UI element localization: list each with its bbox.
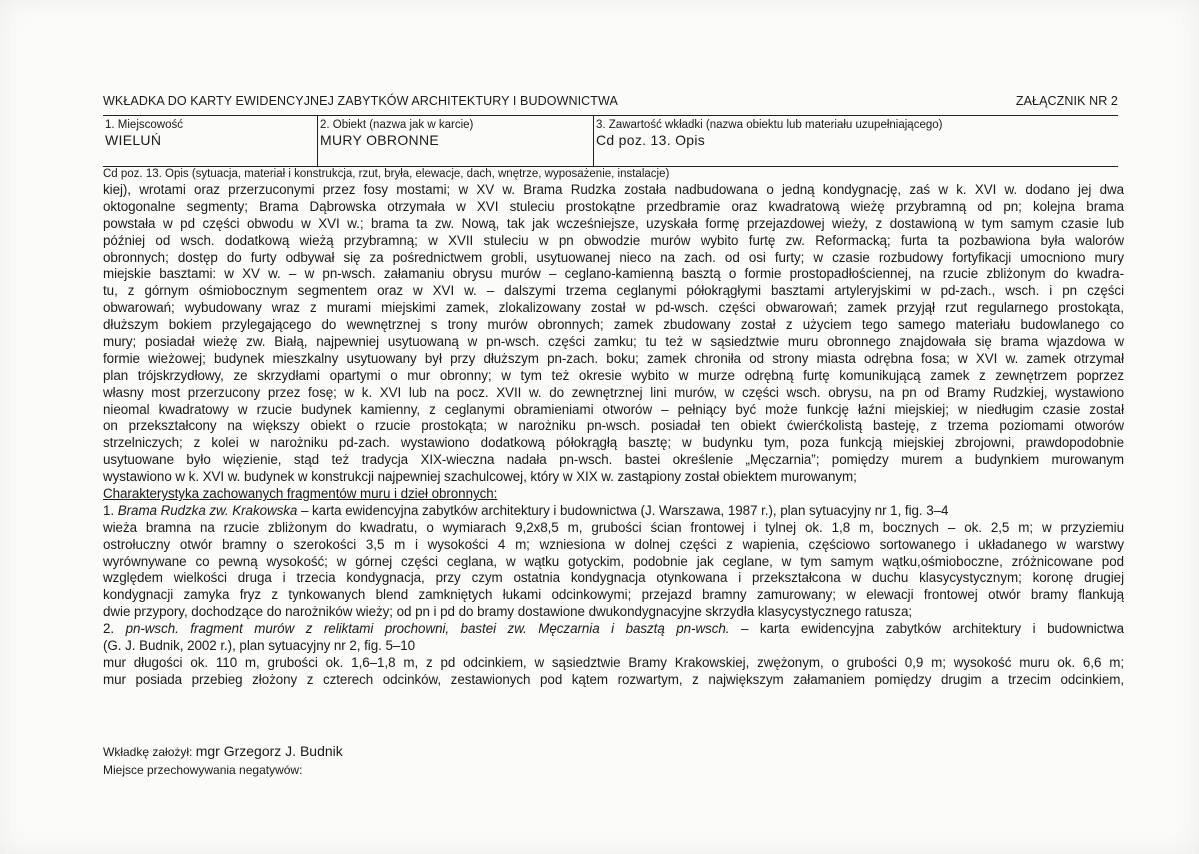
item-number: 1. [103,502,118,518]
body-line: formie wieżowej; budynek mieszkalny usytuowany był przy dłuższym pn-zach. boku; zamek chroniła od strony miasta odrębna fosa; w XVI w. zamek otrzymał [103,350,1124,366]
field-contents [593,116,1118,166]
body-line: względem wielkości druga i trzecia kondygnacja, przy czym ostatnia kondygnacja otynkowana i przekształcona w duchu klasycystycznym; koronę drugiej [103,570,1124,586]
body-line: oktogonalne segmenty; Brama Dąbrowska otrzymała w XVI stuleciu prostokątne przedbramie oraz kwadratową wieżę przybramną od pn; kolejna brama [103,198,1124,214]
body-line: strzelniczych; z kolei w narożniku pd-zach. wystawiono dodatkową półokrągłą basztę; w budynku tym, poza funkcją miejskiej zbrojowni, prawdopodobnie [103,435,1124,451]
document-footer [103,742,343,779]
field-object [317,116,593,166]
header-fields-table [103,115,1118,167]
author-name: mgr Grzegorz J. Budnik [195,743,343,759]
negatives-location-label: Miejsce przechowywania negatywów: [103,763,303,777]
body-line: mur długości ok. 110 m, grubości ok. 1,6–1,8 m, z pd odcinkiem, w sąsiedztwie Bramy Krakowskiej, zwężonym, o grubości 0,9 m; wysokość muru ok. 6,6 m; [103,654,1124,670]
field-contents-label: 3. Zawartość wkładki (nazwa obiektu lub materiału uzupełniającego) [596,119,943,131]
item-2-title: pn-wsch. fragment murów z reliktami prochowni, bastei zw. Męczarnia i basztą pn-wsch. [125,621,730,637]
body-line: wyrównywane co pewną wysokość; w górnej części ceglana, w wątku gotyckim, podobnie jak ceglane, w tym samym wątku,ośmioboczne, zróżnicowane pod [103,553,1124,569]
item-1-title: Brama Rudzka zw. Krakowska [117,502,298,518]
characteristics-heading-text: Charakterystyka zachowanych fragmentów muru i dzieł obronnych: [103,486,498,502]
body-line: mury; posiadał wieżę zw. Białą, najpewniej usytuowaną w pn-wsch. części zamku; tu też w sąsiedztwie muru obronnego znajdowała się brama wjazdowa w [103,334,1124,350]
body-line: wieża bramna na rzucie zbliżonym do kwadratu, o wymiarach 9,2x8,5 m, grubości ścian frontowej i tylnej ok. 1,8 m, bocznych – ok. 2,5 m; w przyziemiu [103,519,1124,535]
body-line: wystawiono w k. XVI w. budynek w konstrukcji najpewniej szachulcowej, który w XIX w. zastąpiony został obiektem murowanym; [103,469,857,485]
characteristics-heading [103,486,1124,503]
body-line: on przekształcony na większy obiekt o rzucie prostokąta; w narożniku pn-wsch. posiadał ten obiekt ćwierćkolistą basteję, z trzema poziomami otworów [103,418,1124,434]
field-contents-value: Cd poz. 13. Opis [596,132,706,148]
field-object-label: 2. Obiekt (nazwa jak w karcie) [320,119,474,131]
body-line: (G. J. Budnik, 2002 r.), plan sytuacyjny nr 2, fig. 5–10 [103,638,416,654]
item-number: 2. [103,621,126,637]
description-section-label: Cd poz. 13. Opis (sytuacja, materiał i konstrukcja, rzut, bryła, elewacje, dach, wnętrze, wyposażenie, instalacje) [103,168,670,180]
description-body [103,182,1124,689]
document-title: WKŁADKA DO KARTY EWIDENCYJNEJ ZABYTKÓW ARCHITEKTURY I BUDOWNICTWA [103,94,618,108]
field-object-value: MURY OBRONNE [320,132,439,148]
field-locality-value: WIELUŃ [105,132,162,148]
field-locality [103,116,317,166]
body-line: obwarowań; wybudowany wraz z murami miejskimi zamek, zlokalizowany został w pd-wsch. części obwarowań; zamek przyjął rzut regularnego prostokąta, [103,300,1124,316]
body-line: mur posiada przebieg złożony z czterech odcinków, zestawionych pod kątem rozwartym, z największym załamaniem pomiędzy drugim a trzecim odcinkiem, [103,671,1124,687]
field-locality-label: 1. Miejscowość [105,119,183,131]
body-line: kiej), wrotami oraz przerzuconymi przez fosy mostami; w XV w. Brama Rudzka została nadbudowana o jedną kondygnację, zaś w k. XVI w. dodano jej dwa [103,182,1124,197]
body-line: miejskie basztami: w XV w. – w pn-wsch. załamaniu obrysu murów – ceglano-kamienną basztą o formie prostopadłościennej, na rzucie zbliżonym do kwadra- [103,266,1124,282]
body-line: ostrołuczny otwór bramny o szerokości 3,5 m i wysokości 4 m; wzniesiona w dolnej części z wapienia, częściowo sortowanego i układanego w warstwy [103,536,1124,552]
author-line [103,742,343,761]
body-line: własny most przerzucony przez fosę; w k. XVI lub na pocz. XVII w. do zewnętrznej lini murów, w części wsch. obrysu, na pn od Bramy Rudzkiej, wystawiono [103,384,1124,400]
body-line: tu, z górnym ośmiobocznym segmentem oraz w XVI w. – dalszymi trzema ceglanymi półokrągłymi basztami artyleryjskimi w pd-zach., wsch. i pn części [103,283,1124,299]
item-1-heading [103,503,1124,520]
body-line: kondygnacji zamyka fryz z tynkowanych blend zamkniętych łukami odcinkowymi; przejazd bramny zamurowany; w elewacji frontowej otwór bramy flankują [103,587,1124,603]
body-line: usytuowane było więzienie, stąd też tradycja XIX-wieczna nadała pn-wsch. bastei określenie „Męczarnia”; pomiędzy murem a budynkiem murowanym [103,452,1124,468]
attachment-number: ZAŁĄCZNIK NR 2 [1015,94,1118,108]
item-1-reference: – karta ewidencyjna zabytków architektury i budownictwa (J. Warszawa, 1987 r.), plan sytuacyjny nr 1, fig. 3–4 [297,502,949,518]
body-line: dłuższym bokiem przylegającego do wewnętrznej s trony murów obronnych; zamek zbudowany został z użyciem tego samego materiału budowlanego co [103,317,1124,333]
body-line: plan trójskrzydłowy, ze skrzydłami opartymi o mur obronny; w tym też okresie wybito w murze odrębną furtę komunikującą zamek z zewnętrzem poprzez [103,367,1124,383]
item-2-heading [103,621,1124,638]
body-line: dwie przypory, dochodzące do narożników wieży; od pn i pd do bramy dostawione dwukondygnacyjne skrzydła klasycystycznego ratusza; [103,604,913,620]
body-line: później od wsch. dodatkową wieżą przybramną; w XVII stuleciu w pn obwodzie murów wybito furtę zw. Reformacką; furta ta pozbawiona była walorów [103,232,1124,248]
body-line: powstała w pd części obwodu w XVI w.; brama ta zw. Nową, tak jak wcześniejsze, uzyskała formę przejazdowej wieży, z dostawioną w tym samym czasie lub [103,215,1124,231]
item-2-reference: – karta ewidencyjna zabytków architektury i budownictwa [729,621,1124,637]
body-line: obronnych; dostęp do furty odbywał się za pośrednictwem grobli, usytuowanej nieco na zach. od osi furty; w czasie rozbudowy fortyfikacji umocniono mury [103,249,1124,265]
body-line: nieomal kwadratowy w rzucie budynek kamienny, z ceglanymi obramieniami otworów – pełniący być może funkcję łaźni miejskiej; w niedługim czasie został [103,401,1124,417]
author-label: Wkładkę założył: [103,745,196,759]
